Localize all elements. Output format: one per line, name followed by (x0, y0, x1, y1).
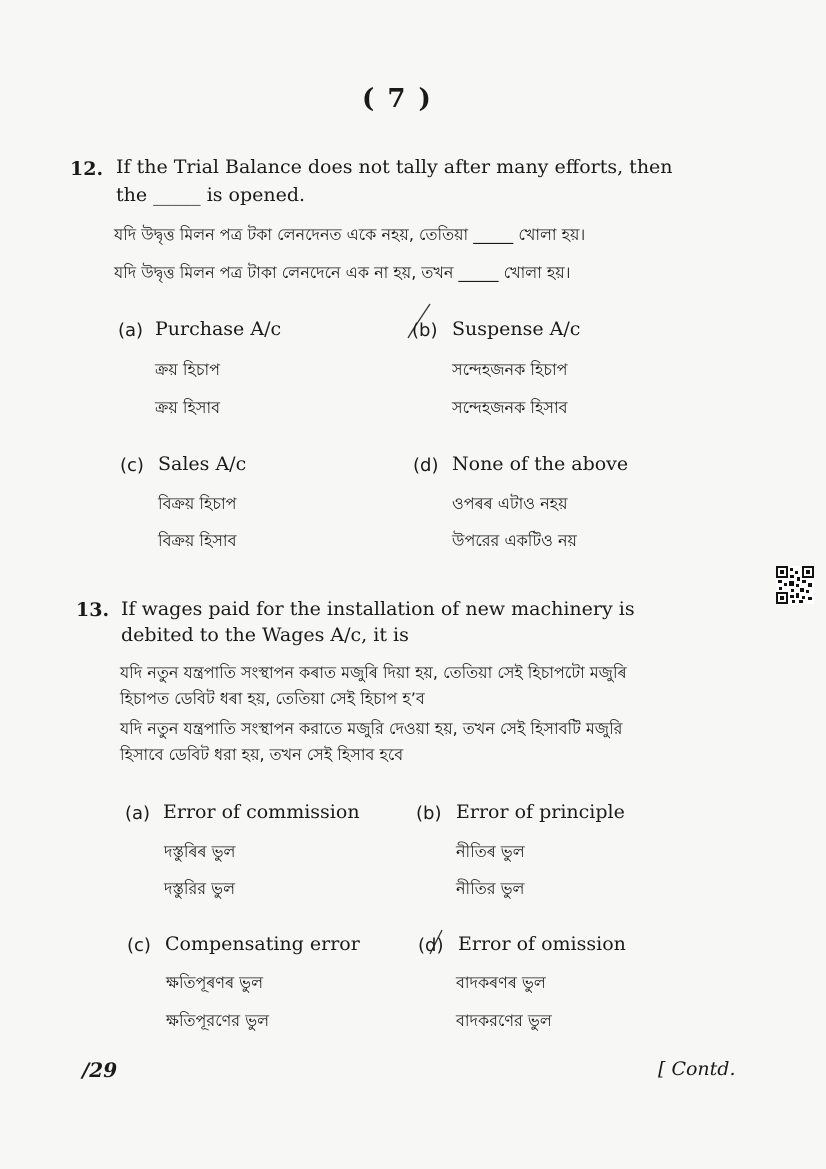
question-12-text-bengali: যদি উদ্বৃত্ত মিলন পত্র টাকা লেনদেনে এক না হয়, তখন _____ খোলা হয়। (114, 263, 571, 282)
option-text-en: Error of commission (163, 801, 360, 823)
question-13-text-en-line1: If wages paid for the installation of new machinery is (121, 598, 635, 620)
question-12-number: 12. (70, 158, 104, 180)
option-label: (c) (127, 935, 151, 956)
option-label: (a) (125, 803, 151, 824)
option-text-assamese: নীতিৰ ভুল (456, 842, 525, 861)
continued-label: [ Contd. (658, 1058, 736, 1080)
option-text-bengali: সন্দেহজনক হিসাব (452, 398, 568, 417)
option-label: (a) (118, 320, 144, 341)
option-text-en: Error of omission (458, 933, 626, 955)
question-13-text-assamese-line1: যদি নতুন যন্ত্ৰপাতি সংস্থাপন কৰাত মজুৰি দিয়া হয়, তেতিয়া সেই হিচাপটো মজুৰি (120, 663, 627, 682)
option-text-bengali: দস্তুরির ভুল (164, 879, 236, 898)
paper-code: /29 (82, 1058, 118, 1082)
option-text-en: None of the above (452, 453, 629, 475)
option-text-assamese: দস্তুৰিৰ ভুল (164, 842, 236, 861)
question-12-text-assamese: যদি উদ্বৃত্ত মিলন পত্ৰ টকা লেনদেনত একে নহয়, তেতিয়া _____ খোলা হয়। (114, 225, 586, 244)
option-text-assamese: ওপৰৰ এটাও নহয় (452, 494, 568, 513)
option-text-bengali: নীতির ভুল (456, 879, 525, 898)
option-label: (d) (418, 935, 444, 956)
question-12-text-en-line2: the _____ is opened. (116, 184, 306, 206)
page-number: ( 7 ) (362, 84, 433, 114)
question-13-number: 13. (76, 599, 110, 621)
option-label: (b) (412, 320, 438, 341)
option-text-assamese: সন্দেহজনক হিচাপ (452, 360, 568, 379)
option-text-en: Error of principle (456, 801, 625, 823)
option-text-en: Compensating error (165, 933, 360, 955)
question-13-text-bengali-line2: হিসাবে ডেবিট ধরা হয়, তখন সেই হিসাব হবে (120, 745, 404, 764)
option-text-assamese: বিক্ৰয় হিচাপ (158, 494, 237, 513)
question-12-text-en-line1: If the Trial Balance does not tally after many efforts, then (116, 156, 673, 178)
option-text-assamese: ক্ৰয় হিচাপ (155, 360, 221, 379)
option-text-en: Sales A/c (158, 453, 247, 475)
option-text-assamese: বাদকৰণৰ ভুল (456, 973, 546, 992)
option-text-bengali: বিক্রয় হিসাব (158, 531, 237, 550)
option-text-bengali: ক্রয় হিসাব (155, 398, 220, 417)
option-text-bengali: বাদকরণের ভুল (456, 1011, 552, 1030)
option-label: (c) (120, 455, 144, 476)
qr-code-icon (776, 566, 814, 604)
option-text-bengali: উপরের একটিও নয় (452, 531, 577, 550)
question-13-text-bengali-line1: যদি নতুন যন্ত্রপাতি সংস্থাপন করাতে মজুরি দেওয়া হয়, তখন সেই হিসাবটি মজুরি (120, 719, 623, 738)
option-text-en: Suspense A/c (452, 318, 581, 340)
option-label: (b) (416, 803, 442, 824)
option-label: (d) (413, 455, 439, 476)
question-13-text-en-line2: debited to the Wages A/c, it is (121, 624, 409, 646)
question-13-text-assamese-line2: হিচাপত ডেবিট ধৰা হয়, তেতিয়া সেই হিচাপ হ’ব (120, 689, 425, 708)
option-text-en: Purchase A/c (155, 318, 282, 340)
option-text-bengali: ক্ষতিপূরণের ভুল (166, 1011, 270, 1030)
option-text-assamese: ক্ষতিপূৰণৰ ভুল (166, 973, 264, 992)
